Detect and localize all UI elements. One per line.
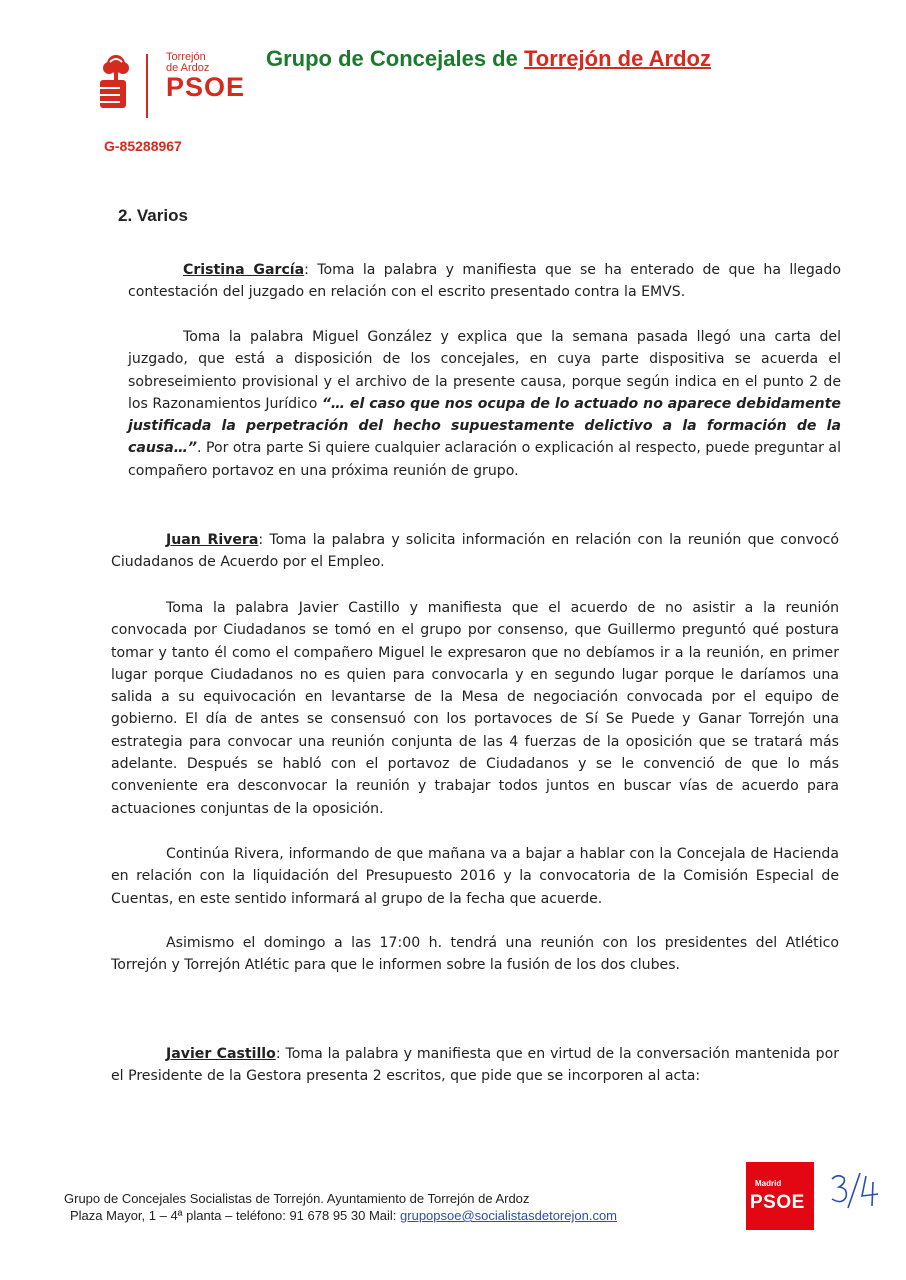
footer-line-2 — [64, 1207, 617, 1224]
paragraph-javier-castillo-reply — [111, 597, 839, 820]
paragraph-javier-castillo — [111, 1043, 839, 1088]
paragraph-juan-rivera — [111, 529, 839, 574]
speaker-name: Juan Rivera — [166, 532, 259, 548]
paragraph-text: Continúa Rivera, informando de que mañana va a bajar a hablar con la Concejala de Hacienda en relación con la liquidación del Presupuesto 2016 y la convocatoria de la Comisión Especial de Cuentas, en este sentido informará al grupo de la fecha que acuerde. — [111, 846, 839, 907]
paragraph-text: Toma la palabra Miguel González y explica que la semana pasada llegó una carta del juzgado, que está a disposición de los concejales, en cuya parte dispositiva se acuerda el sobreseimiento provisional y el archivo de la presente causa, porque según indica en el punto 2 de los Razonamientos Jurídico — [128, 329, 841, 412]
logo-divider — [146, 54, 148, 118]
footer-line-1: Grupo de Concejales Socialistas de Torrejón. Ayuntamiento de Torrejón de Ardoz — [64, 1191, 530, 1206]
footer-email-link[interactable]: grupopsoe@socialistasdetorejon.com — [400, 1208, 618, 1223]
title-town: Torrejón de Ardoz — [523, 46, 711, 71]
page-number-value — [882, 1170, 883, 1171]
footer-logo-party: PSOE — [750, 1192, 805, 1213]
footer-contact: Plaza Mayor, 1 – 4ª planta – teléfono: 91 678 95 30 Mail: — [70, 1208, 401, 1223]
paragraph-cristina-garcia — [128, 259, 841, 304]
page-title — [266, 46, 711, 72]
footer-logo-region: Madrid — [755, 1179, 782, 1188]
paragraph-sunday-meeting — [111, 932, 839, 977]
paragraph-text-end: . Por otra parte Si quiere cualquier aclaración o explicación al respecto, puede preguntar al compañero portavoz en una próxima reunión de grupo. — [128, 440, 841, 479]
court-quote: “… el caso que nos ocupa de lo actuado no aparece debidamente justificada la perpetración del hecho supuestamente delictivo a la formación de la causa…” — [128, 395, 841, 457]
paragraph-miguel-gonzalez — [128, 326, 841, 482]
paragraph-text: : Toma la palabra y manifiesta que en virtud de la conversación mantenida por el Presidente de la Gestora presenta 2 escritos, que pide que se incorporen al acta: — [111, 1046, 839, 1085]
tax-id: G-85288967 — [104, 138, 182, 154]
footer-address — [64, 1190, 617, 1224]
psoe-rose-fist-icon — [92, 52, 134, 110]
section-heading: 2. Varios — [118, 206, 188, 225]
paragraph-rivera-continues — [111, 843, 839, 910]
page-number — [826, 1170, 882, 1210]
title-prefix: Grupo de Concejales de — [266, 46, 524, 71]
footer-psoe-logo — [746, 1162, 814, 1230]
logo-party-name: PSOE — [166, 72, 246, 102]
paragraph-text: Toma la palabra Javier Castillo y manifiesta que el acuerdo de no asistir a la reunión convocada por Ciudadanos se tomó en el grupo por consenso, que Guillermo preguntó qué postura tomar y tanto él como el compañero Miguel le expresaron que no debíamos ir a la reunión, en primer lugar porque Ciudadanos no es quien para convocarla y en segundo lugar porque le daríamos una salida a su equivocación en levantarse de la Mesa de negociación convocada por el equipo de gobierno. El día de antes se consensuó con los portavoces de Sí Se Puede y Ganar Torrejón una estrategia para convocar una reunión conjunta de las 4 fuerzas de la oposición que se tratará más adelante. Después se habló con el portavoz de Ciudadanos y se le convenció de que lo más conveniente era desconvocar la reunión y trabajar todos juntos en buscar vías de acuerdo para actuaciones conjuntas de la oposición. — [111, 600, 839, 817]
speaker-name: Javier Castillo — [166, 1046, 276, 1062]
speaker-name: Cristina García — [183, 262, 305, 278]
paragraph-text: : Toma la palabra y solicita información en relación con la reunión que convocó Ciudadanos de Acuerdo por el Empleo. — [111, 532, 839, 571]
paragraph-text: Asimismo el domingo a las 17:00 h. tendrá una reunión con los presidentes del Atlético Torrejón y Torrejón Atlétic para que le informen sobre la fusión de los dos clubes. — [111, 935, 839, 974]
logo-city-name: Torrejón de Ardoz — [166, 51, 210, 74]
paragraph-text: : Toma la palabra y manifiesta que se ha enterado de que ha llegado contestación del juzgado en relación con el escrito presentado contra la EMVS. — [128, 262, 841, 301]
